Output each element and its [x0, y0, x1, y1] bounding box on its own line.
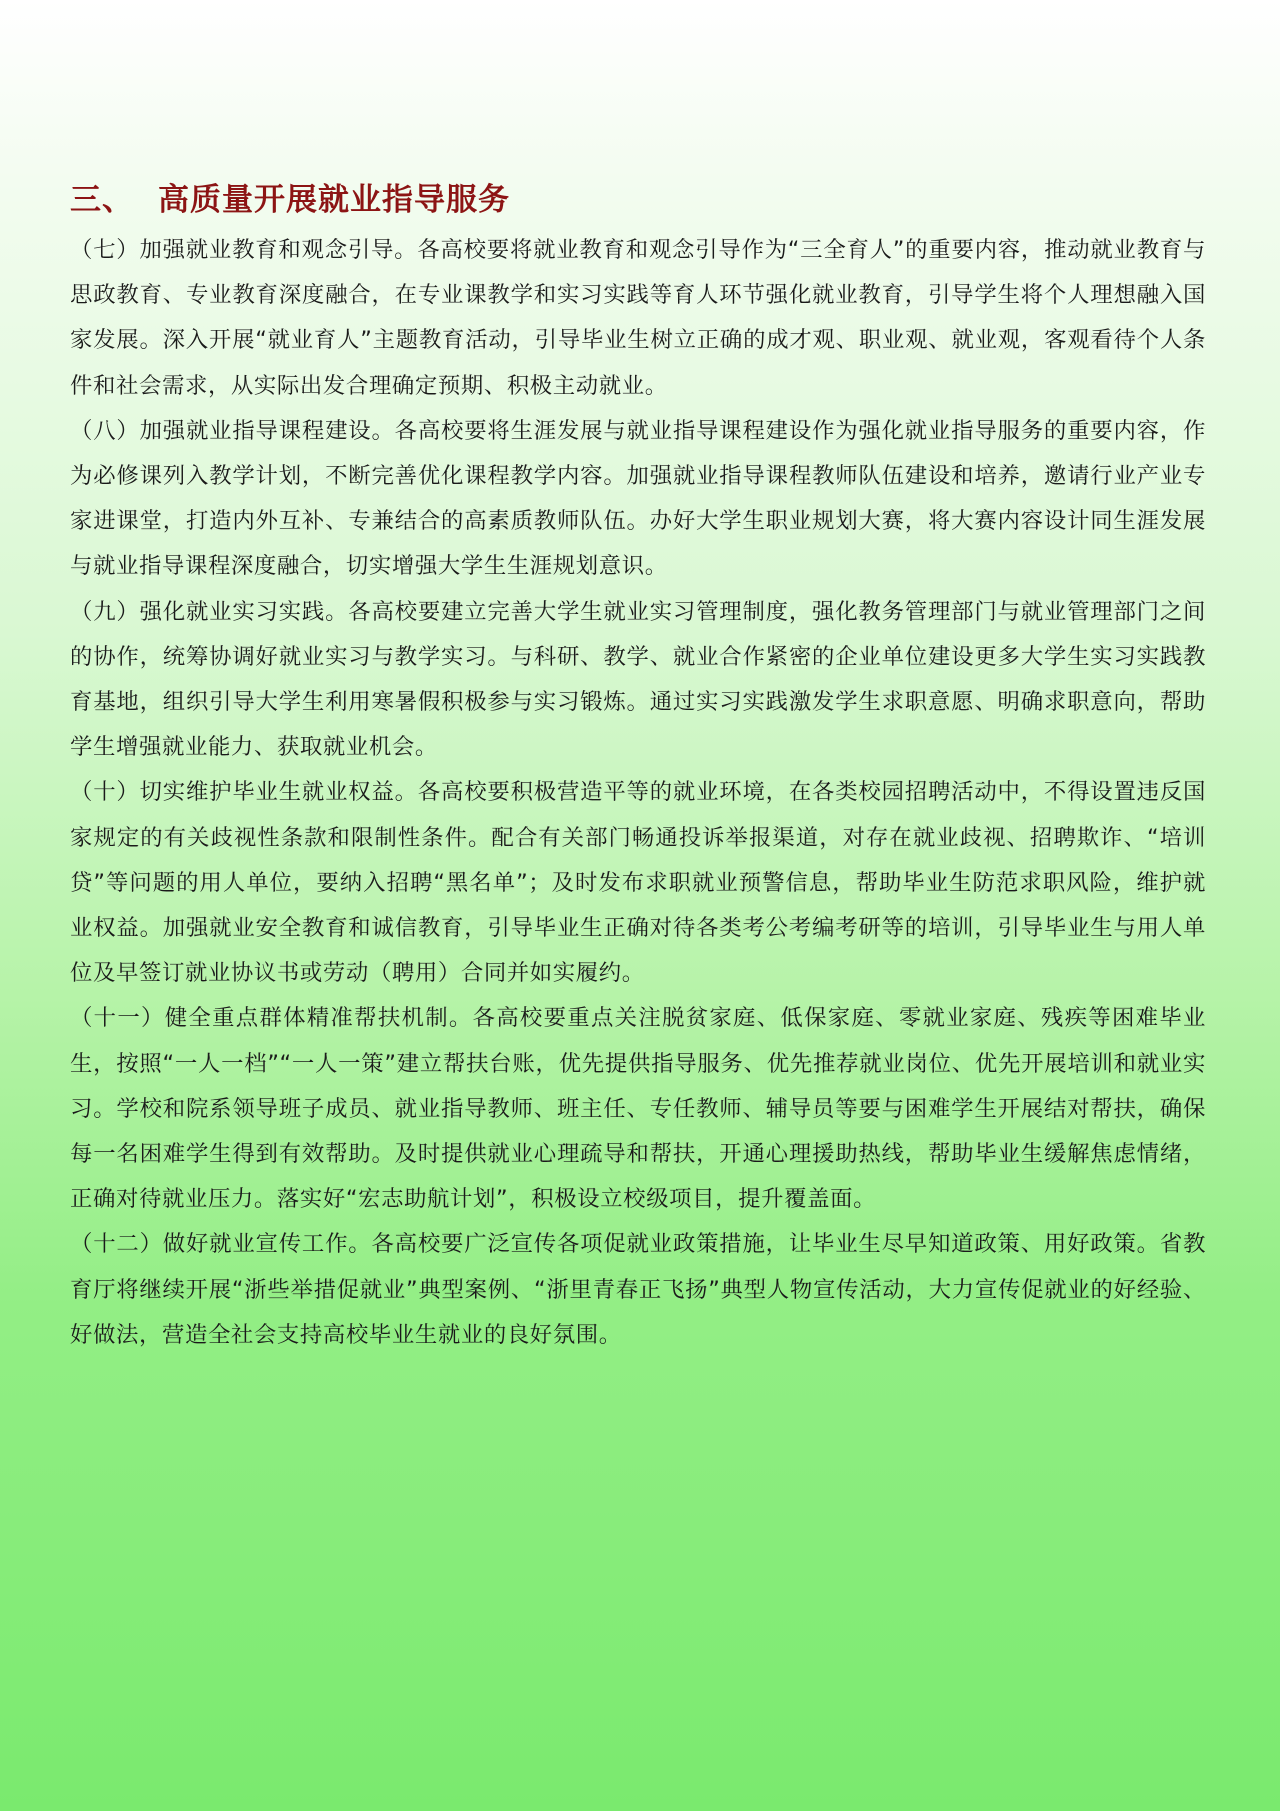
section-heading: [70, 176, 1206, 224]
paragraph-11: （十一）健全重点群体精准帮扶机制。各高校要重点关注脱贫家庭、低保家庭、零就业家庭、残疾等困难毕业生，按照“一人一档”“一人一策”建立帮扶台账，优先提供指导服务、优先推荐就业岗位、优先开展培训和就业实习。学校和院系领导班子成员、就业指导教师、班主任、专任教师、辅导员等要与困难学生开展结对帮扶，确保每一名困难学生得到有效帮助。及时提供就业心理疏导和帮扶，开通心理援助热线，帮助毕业生缓解焦虑情绪，正确对待就业压力。落实好“宏志助航计划”，积极设立校级项目，提升覆盖面。: [70, 1005, 1206, 1213]
paragraph-7: （七）加强就业教育和观念引导。各高校要将就业教育和观念引导作为“三全育人”的重要内容，推动就业教育与思政教育、专业教育深度融合，在专业课教学和实习实践等育人环节强化就业教育，引导学生将个人理想融入国家发展。深入开展“就业育人”主题教育活动，引导毕业生树立正确的成才观、职业观、就业观，客观看待个人条件和社会需求，从实际出发合理确定预期、积极主动就业。: [70, 237, 1206, 399]
paragraph-9: （九）强化就业实习实践。各高校要建立完善大学生就业实习管理制度，强化教务管理部门与就业管理部门之间的协作，统筹协调好就业实习与教学实习。与科研、教学、就业合作紧密的企业单位建设更多大学生实习实践教育基地，组织引导大学生利用寒暑假积极参与实习锻炼。通过实习实践激发学生求职意愿、明确求职意向，帮助学生增强就业能力、获取就业机会。: [70, 598, 1206, 761]
paragraph-12: （十二）做好就业宣传工作。各高校要广泛宣传各项促就业政策措施，让毕业生尽早知道政策、用好政策。省教育厅将继续开展“浙些举措促就业”典型案例、“浙里青春正飞扬”典型人物宣传活动，大力宣传促就业的好经验、好做法，营造全社会支持高校毕业生就业的良好氛围。: [70, 1231, 1206, 1348]
paragraph-10: （十）切实维护毕业生就业权益。各高校要积极营造平等的就业环境，在各类校园招聘活动中，不得设置违反国家规定的有关歧视性条款和限制性条件。配合有关部门畅通投诉举报渠道，对存在就业歧视、招聘欺诈、“培训贷”等问题的用人单位，要纳入招聘“黑名单”；及时发布求职就业预警信息，帮助毕业生防范求职风险，维护就业权益。加强就业安全教育和诚信教育，引导毕业生正确对待各类考公考编考研等的培训，引导毕业生与用人单位及早签订就业协议书或劳动（聘用）合同并如实履约。: [70, 779, 1206, 987]
section-title: 高质量开展就业指导服务: [158, 182, 510, 218]
section-number: 三、: [70, 182, 134, 218]
document-page: [70, 176, 1206, 1358]
paragraph-8: （八）加强就业指导课程建设。各高校要将生涯发展与就业指导课程建设作为强化就业指导服务的重要内容，作为必修课列入教学计划，不断完善优化课程教学内容。加强就业指导课程教师队伍建设和培养，邀请行业产业专家进课堂，打造内外互补、专兼结合的高素质教师队伍。办好大学生职业规划大赛，将大赛内容设计同生涯发展与就业指导课程深度融合，切实增强大学生生涯规划意识。: [70, 417, 1206, 580]
